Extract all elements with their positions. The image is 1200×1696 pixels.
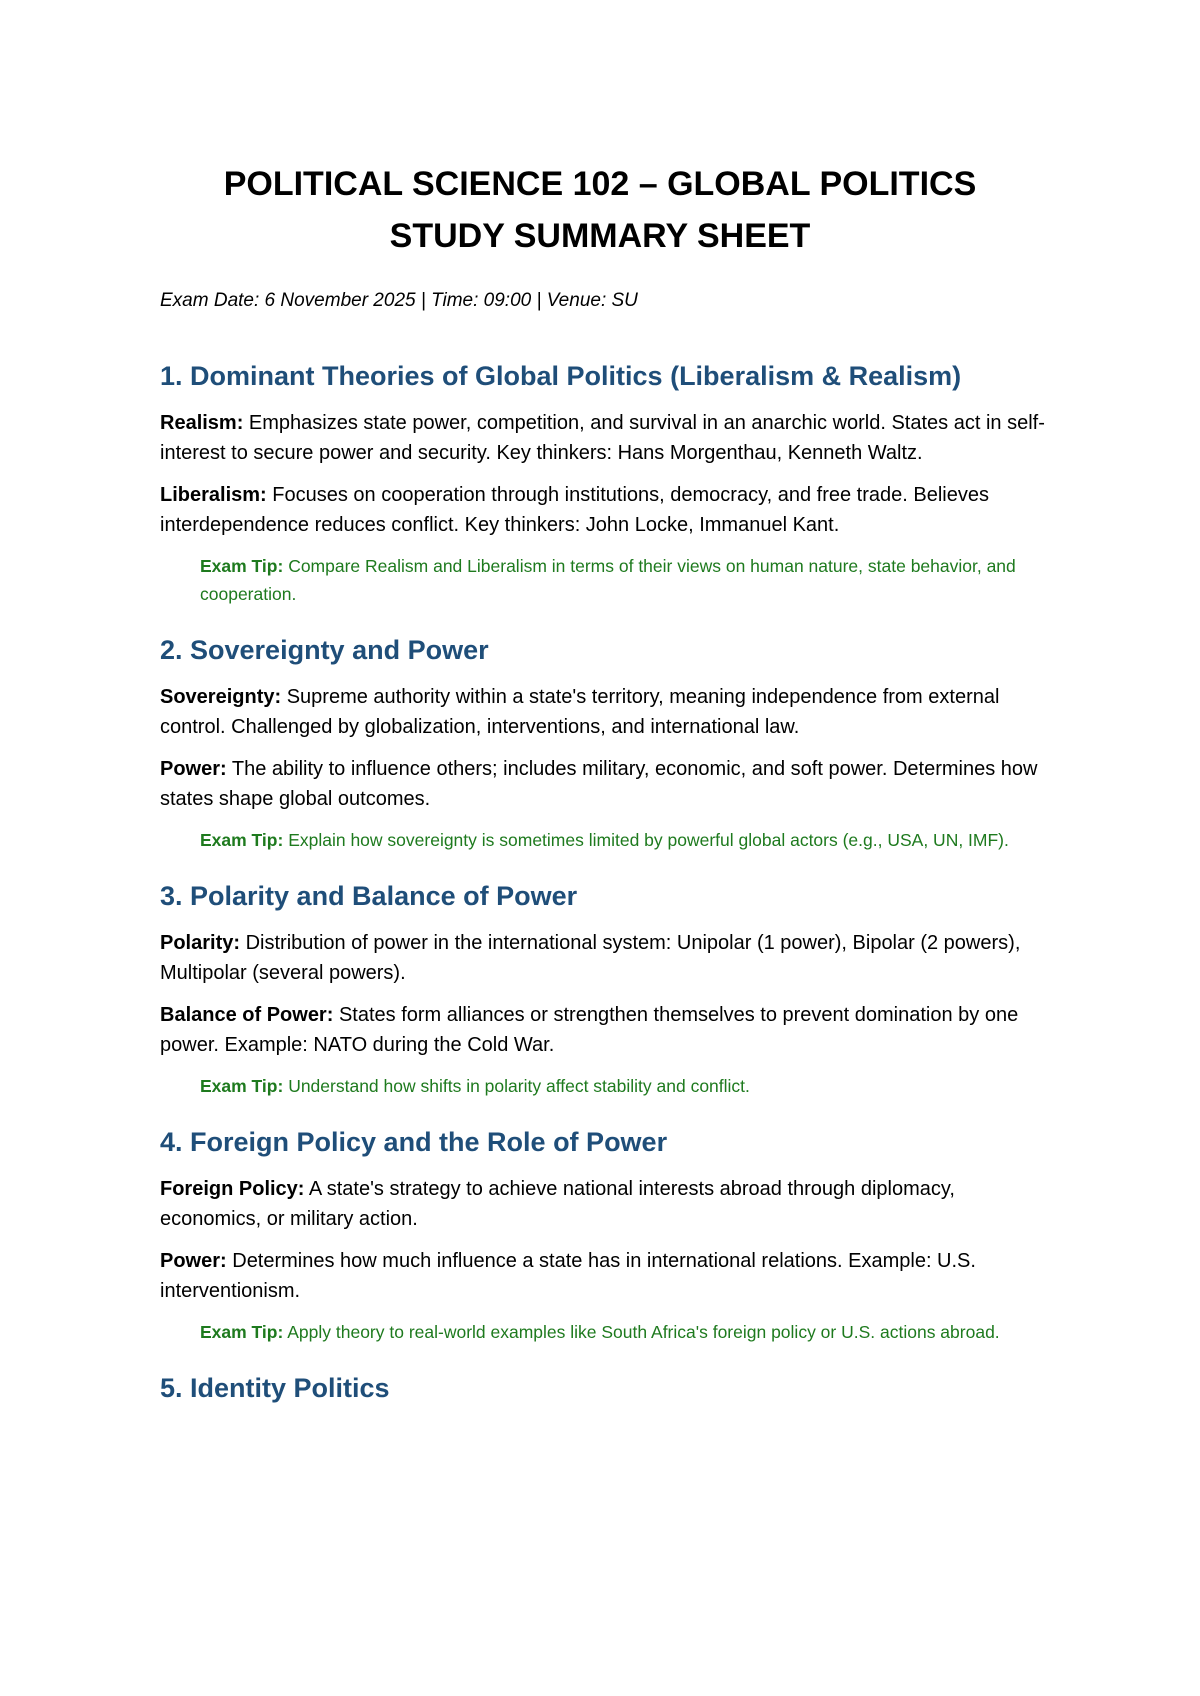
definition: Emphasizes state power, competition, and survival in an anarchic world. States act in self-interest to secure power and security. Key thinkers: Hans Morgenthau, Kenneth Waltz. — [160, 412, 1045, 464]
paragraph — [160, 408, 1060, 468]
definition: Supreme authority within a state's territory, meaning independence from external control. Challenged by globalization, interventions, and international law. — [160, 686, 1000, 738]
title-line-2: STUDY SUMMARY SHEET — [389, 217, 811, 255]
exam-tip — [200, 826, 1060, 854]
section-2 — [160, 632, 1060, 854]
section-heading: 2. Sovereignty and Power — [160, 635, 489, 665]
term: Polarity: — [160, 932, 241, 954]
term: Foreign Policy: — [160, 1178, 305, 1200]
section-5 — [160, 1370, 1060, 1406]
exam-meta: Exam Date: 6 November 2025 | Time: 09:00 | Venue: SU — [160, 290, 638, 311]
exam-tip-label: Exam Tip: — [200, 556, 284, 576]
paragraph — [160, 928, 1060, 988]
section-heading: 5. Identity Politics — [160, 1373, 390, 1403]
definition: The ability to influence others; includes military, economic, and soft power. Determines how states shape global outcomes. — [160, 758, 1038, 810]
definition: Determines how much influence a state has in international relations. Example: U.S. interventionism. — [160, 1250, 976, 1302]
exam-tip-label: Exam Tip: — [200, 830, 284, 850]
paragraph — [160, 1000, 1060, 1060]
section-1 — [160, 358, 1060, 608]
section-4 — [160, 1124, 1060, 1346]
exam-tip-text: Compare Realism and Liberalism in terms of their views on human nature, state behavior, and cooperation. — [200, 556, 1016, 604]
term: Balance of Power: — [160, 1004, 334, 1026]
paragraph — [160, 1246, 1060, 1306]
exam-tip-text: Explain how sovereignty is sometimes limited by powerful global actors (e.g., USA, UN, IMF). — [283, 830, 1009, 850]
definition: A state's strategy to achieve national interests abroad through diplomacy, economics, or military action. — [160, 1178, 955, 1230]
paragraph — [160, 1174, 1060, 1234]
section-heading: 4. Foreign Policy and the Role of Power — [160, 1127, 668, 1157]
paragraph — [160, 480, 1060, 540]
exam-tip-label: Exam Tip: — [200, 1322, 284, 1342]
definition: States form alliances or strengthen themselves to prevent domination by one power. Example: NATO during the Cold War. — [160, 1004, 1019, 1056]
term: Sovereignty: — [160, 686, 282, 708]
exam-tip-label: Exam Tip: — [200, 1076, 284, 1096]
content — [160, 358, 1060, 1420]
exam-tip-text: Apply theory to real-world examples like South Africa's foreign policy or U.S. actions abroad. — [283, 1322, 1000, 1342]
section-3 — [160, 878, 1060, 1100]
paragraph — [160, 754, 1060, 814]
section-heading: 3. Polarity and Balance of Power — [160, 881, 578, 911]
term: Power: — [160, 1250, 227, 1272]
term: Liberalism: — [160, 484, 267, 506]
definition: Focuses on cooperation through institutions, democracy, and free trade. Believes interdependence reduces conflict. Key thinkers: John Locke, Immanuel Kant. — [160, 484, 989, 536]
exam-tip — [200, 1318, 1060, 1346]
exam-tip-text: Understand how shifts in polarity affect stability and conflict. — [283, 1076, 750, 1096]
term: Power: — [160, 758, 227, 780]
exam-tip — [200, 1072, 1060, 1100]
title-line-1: POLITICAL SCIENCE 102 – GLOBAL POLITICS — [223, 165, 977, 203]
paragraph — [160, 682, 1060, 742]
definition: Distribution of power in the international system: Unipolar (1 power), Bipolar (2 powers), Multipolar (several powers). — [160, 932, 1021, 984]
exam-tip — [200, 552, 1060, 608]
document-title — [0, 158, 1200, 262]
section-heading: 1. Dominant Theories of Global Politics (Liberalism & Realism) — [160, 361, 962, 391]
term: Realism: — [160, 412, 244, 434]
